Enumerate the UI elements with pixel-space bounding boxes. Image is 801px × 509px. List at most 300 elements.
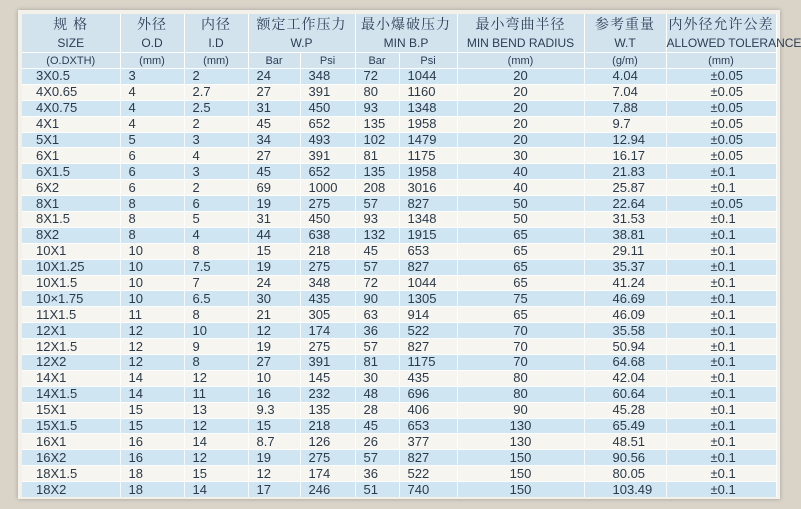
cell-id: 8 xyxy=(184,355,248,371)
cell-id: 3 xyxy=(184,164,248,180)
cell-od: 3 xyxy=(120,69,184,85)
header-size-en: SIZE xyxy=(22,34,120,53)
cell-bp-psi: 827 xyxy=(399,196,457,212)
cell-size: 16X2 xyxy=(22,450,120,466)
cell-weight: 16.17 xyxy=(584,148,666,164)
cell-wp-bar: 34 xyxy=(248,132,300,148)
table-row xyxy=(22,339,776,355)
cell-wp-bar: 12 xyxy=(248,323,300,339)
cell-id: 14 xyxy=(184,434,248,450)
cell-od: 6 xyxy=(120,148,184,164)
cell-bend-radius: 65 xyxy=(457,243,584,259)
cell-bp-psi: 827 xyxy=(399,259,457,275)
cell-size: 8X1.5 xyxy=(22,212,120,228)
cell-wp-bar: 31 xyxy=(248,100,300,116)
cell-bp-bar: 57 xyxy=(355,339,399,355)
cell-size: 10X1.25 xyxy=(22,259,120,275)
cell-wp-bar: 30 xyxy=(248,291,300,307)
cell-wp-psi: 1000 xyxy=(300,180,355,196)
header-od-en: O.D xyxy=(120,34,184,53)
header-wt-cn: 参考重量 xyxy=(584,14,666,34)
cell-id: 5 xyxy=(184,212,248,228)
cell-weight: 42.04 xyxy=(584,370,666,386)
cell-od: 4 xyxy=(120,116,184,132)
cell-id: 4 xyxy=(184,148,248,164)
table-row xyxy=(22,116,776,132)
cell-od: 10 xyxy=(120,259,184,275)
cell-bp-bar: 57 xyxy=(355,450,399,466)
cell-id: 2.7 xyxy=(184,84,248,100)
cell-tolerance: ±0.1 xyxy=(666,418,776,434)
cell-bp-psi: 914 xyxy=(399,307,457,323)
cell-od: 4 xyxy=(120,84,184,100)
table-body xyxy=(22,69,776,498)
cell-od: 8 xyxy=(120,227,184,243)
table-row xyxy=(22,212,776,228)
cell-wp-bar: 24 xyxy=(248,69,300,85)
cell-bend-radius: 80 xyxy=(457,370,584,386)
cell-wp-psi: 135 xyxy=(300,402,355,418)
cell-weight: 48.51 xyxy=(584,434,666,450)
cell-wp-bar: 10 xyxy=(248,370,300,386)
cell-size: 15X1 xyxy=(22,402,120,418)
cell-bp-psi: 1044 xyxy=(399,69,457,85)
cell-size: 4X0.75 xyxy=(22,100,120,116)
cell-weight: 7.04 xyxy=(584,84,666,100)
cell-bend-radius: 70 xyxy=(457,323,584,339)
cell-wp-bar: 19 xyxy=(248,339,300,355)
cell-weight: 12.94 xyxy=(584,132,666,148)
cell-bp-psi: 1044 xyxy=(399,275,457,291)
cell-bp-psi: 1305 xyxy=(399,291,457,307)
cell-id: 2 xyxy=(184,116,248,132)
cell-wp-bar: 9.3 xyxy=(248,402,300,418)
cell-bp-bar: 51 xyxy=(355,482,399,497)
cell-od: 4 xyxy=(120,100,184,116)
cell-size: 8X1 xyxy=(22,196,120,212)
cell-size: 10X1 xyxy=(22,243,120,259)
cell-id: 7 xyxy=(184,275,248,291)
cell-bend-radius: 40 xyxy=(457,180,584,196)
cell-tolerance: ±0.1 xyxy=(666,291,776,307)
header-id-en: I.D xyxy=(184,34,248,53)
cell-bp-psi: 1348 xyxy=(399,100,457,116)
hose-spec-table xyxy=(22,14,801,497)
cell-id: 10 xyxy=(184,323,248,339)
cell-bend-radius: 90 xyxy=(457,402,584,418)
header-id-cn: 内径 xyxy=(184,14,248,34)
cell-tolerance: ±0.05 xyxy=(666,148,776,164)
header-bend-en: MIN BEND RADIUS xyxy=(457,34,584,53)
table-row xyxy=(22,402,776,418)
cell-bp-bar: 57 xyxy=(355,259,399,275)
header-wt-unit: (g/m) xyxy=(584,53,666,69)
cell-id: 13 xyxy=(184,402,248,418)
cell-wp-bar: 24 xyxy=(248,275,300,291)
header-tol-unit: (mm) xyxy=(666,53,776,69)
cell-bp-psi: 1958 xyxy=(399,116,457,132)
cell-size: 12X1.5 xyxy=(22,339,120,355)
cell-wp-bar: 45 xyxy=(248,116,300,132)
cell-od: 12 xyxy=(120,355,184,371)
cell-bend-radius: 30 xyxy=(457,148,584,164)
cell-od: 15 xyxy=(120,418,184,434)
cell-weight: 31.53 xyxy=(584,212,666,228)
cell-bend-radius: 20 xyxy=(457,84,584,100)
cell-bp-bar: 81 xyxy=(355,148,399,164)
cell-bend-radius: 65 xyxy=(457,275,584,291)
cell-bend-radius: 80 xyxy=(457,386,584,402)
cell-od: 12 xyxy=(120,323,184,339)
cell-wp-bar: 44 xyxy=(248,227,300,243)
cell-size: 12X1 xyxy=(22,323,120,339)
cell-od: 15 xyxy=(120,402,184,418)
cell-id: 9 xyxy=(184,339,248,355)
spec-sheet xyxy=(18,10,801,499)
table-row xyxy=(22,227,776,243)
table-row xyxy=(22,164,776,180)
cell-od: 8 xyxy=(120,212,184,228)
cell-tolerance: ±0.1 xyxy=(666,450,776,466)
cell-tolerance: ±0.05 xyxy=(666,132,776,148)
cell-wp-bar: 15 xyxy=(248,418,300,434)
cell-wp-psi: 145 xyxy=(300,370,355,386)
cell-wp-bar: 8.7 xyxy=(248,434,300,450)
cell-bend-radius: 40 xyxy=(457,164,584,180)
cell-bend-radius: 65 xyxy=(457,259,584,275)
cell-od: 6 xyxy=(120,164,184,180)
cell-wp-psi: 275 xyxy=(300,196,355,212)
cell-wp-psi: 493 xyxy=(300,132,355,148)
cell-bend-radius: 75 xyxy=(457,291,584,307)
cell-wp-psi: 246 xyxy=(300,482,355,497)
table-row xyxy=(22,100,776,116)
cell-bp-psi: 1175 xyxy=(399,148,457,164)
cell-wp-psi: 638 xyxy=(300,227,355,243)
cell-id: 8 xyxy=(184,307,248,323)
cell-od: 11 xyxy=(120,307,184,323)
cell-bp-psi: 406 xyxy=(399,402,457,418)
cell-size: 10X1.5 xyxy=(22,275,120,291)
cell-bp-psi: 1915 xyxy=(399,227,457,243)
cell-wp-psi: 126 xyxy=(300,434,355,450)
cell-bend-radius: 150 xyxy=(457,466,584,482)
cell-size: 10×1.75 xyxy=(22,291,120,307)
cell-tolerance: ±0.1 xyxy=(666,370,776,386)
header-size-cn: 规 格 xyxy=(22,14,120,34)
table-row xyxy=(22,132,776,148)
cell-wp-psi: 435 xyxy=(300,291,355,307)
cell-wp-psi: 174 xyxy=(300,466,355,482)
cell-bp-bar: 28 xyxy=(355,402,399,418)
cell-id: 4 xyxy=(184,227,248,243)
cell-wp-bar: 16 xyxy=(248,386,300,402)
cell-od: 10 xyxy=(120,275,184,291)
cell-id: 14 xyxy=(184,482,248,497)
cell-bp-psi: 1958 xyxy=(399,164,457,180)
cell-wp-bar: 19 xyxy=(248,259,300,275)
cell-od: 8 xyxy=(120,196,184,212)
cell-bp-bar: 36 xyxy=(355,323,399,339)
cell-wp-psi: 174 xyxy=(300,323,355,339)
header-tol-en: ALLOWED TOLERANCE xyxy=(666,34,776,53)
cell-wp-bar: 69 xyxy=(248,180,300,196)
cell-wp-psi: 652 xyxy=(300,116,355,132)
cell-bp-bar: 57 xyxy=(355,196,399,212)
cell-bend-radius: 50 xyxy=(457,196,584,212)
cell-bp-bar: 63 xyxy=(355,307,399,323)
cell-size: 5X1 xyxy=(22,132,120,148)
header-wp-cn: 额定工作压力 xyxy=(248,14,355,34)
cell-od: 10 xyxy=(120,243,184,259)
table-row xyxy=(22,243,776,259)
cell-wp-psi: 391 xyxy=(300,84,355,100)
table-row xyxy=(22,180,776,196)
cell-weight: 41.24 xyxy=(584,275,666,291)
cell-bp-bar: 132 xyxy=(355,227,399,243)
cell-wp-bar: 27 xyxy=(248,355,300,371)
cell-bp-psi: 1175 xyxy=(399,355,457,371)
cell-wp-psi: 652 xyxy=(300,164,355,180)
cell-od: 18 xyxy=(120,482,184,497)
cell-bp-psi: 522 xyxy=(399,466,457,482)
cell-size: 4X1 xyxy=(22,116,120,132)
cell-wp-bar: 45 xyxy=(248,164,300,180)
header-wp-psi: Psi xyxy=(300,53,355,69)
cell-od: 14 xyxy=(120,370,184,386)
cell-wp-psi: 305 xyxy=(300,307,355,323)
cell-bp-bar: 48 xyxy=(355,386,399,402)
cell-tolerance: ±0.1 xyxy=(666,212,776,228)
table-row xyxy=(22,148,776,164)
cell-od: 10 xyxy=(120,291,184,307)
cell-size: 6X1.5 xyxy=(22,164,120,180)
cell-bend-radius: 65 xyxy=(457,307,584,323)
cell-id: 6 xyxy=(184,196,248,212)
cell-weight: 9.7 xyxy=(584,116,666,132)
cell-size: 18X2 xyxy=(22,482,120,497)
table-row xyxy=(22,69,776,85)
cell-wp-psi: 275 xyxy=(300,259,355,275)
cell-wp-bar: 19 xyxy=(248,196,300,212)
header-wp-en: W.P xyxy=(248,34,355,53)
cell-weight: 90.56 xyxy=(584,450,666,466)
cell-weight: 60.64 xyxy=(584,386,666,402)
cell-tolerance: ±0.05 xyxy=(666,100,776,116)
cell-bp-psi: 740 xyxy=(399,482,457,497)
cell-weight: 35.58 xyxy=(584,323,666,339)
table-row xyxy=(22,482,776,497)
cell-tolerance: ±0.1 xyxy=(666,386,776,402)
cell-bend-radius: 130 xyxy=(457,434,584,450)
cell-bend-radius: 20 xyxy=(457,116,584,132)
cell-wp-psi: 391 xyxy=(300,148,355,164)
cell-weight: 25.87 xyxy=(584,180,666,196)
table-row xyxy=(22,370,776,386)
cell-tolerance: ±0.1 xyxy=(666,259,776,275)
cell-id: 12 xyxy=(184,370,248,386)
cell-bp-psi: 522 xyxy=(399,323,457,339)
cell-wp-psi: 391 xyxy=(300,355,355,371)
cell-wp-bar: 27 xyxy=(248,84,300,100)
cell-bp-bar: 72 xyxy=(355,69,399,85)
cell-wp-psi: 275 xyxy=(300,450,355,466)
cell-size: 14X1.5 xyxy=(22,386,120,402)
cell-weight: 103.49 xyxy=(584,482,666,497)
cell-bp-bar: 208 xyxy=(355,180,399,196)
cell-tolerance: ±0.1 xyxy=(666,275,776,291)
cell-tolerance: ±0.1 xyxy=(666,482,776,497)
cell-weight: 29.11 xyxy=(584,243,666,259)
cell-bp-bar: 135 xyxy=(355,164,399,180)
cell-bp-bar: 30 xyxy=(355,370,399,386)
cell-bend-radius: 65 xyxy=(457,227,584,243)
cell-wp-psi: 348 xyxy=(300,69,355,85)
cell-id: 3 xyxy=(184,132,248,148)
cell-tolerance: ±0.1 xyxy=(666,355,776,371)
cell-tolerance: ±0.1 xyxy=(666,339,776,355)
cell-bend-radius: 20 xyxy=(457,132,584,148)
cell-tolerance: ±0.1 xyxy=(666,164,776,180)
cell-wp-bar: 31 xyxy=(248,212,300,228)
header-wp-bar: Bar xyxy=(248,53,300,69)
cell-bp-bar: 72 xyxy=(355,275,399,291)
cell-weight: 38.81 xyxy=(584,227,666,243)
cell-od: 12 xyxy=(120,339,184,355)
cell-tolerance: ±0.1 xyxy=(666,243,776,259)
cell-bp-bar: 93 xyxy=(355,212,399,228)
cell-size: 18X1.5 xyxy=(22,466,120,482)
table-row xyxy=(22,291,776,307)
cell-bp-psi: 1160 xyxy=(399,84,457,100)
cell-wp-bar: 12 xyxy=(248,466,300,482)
cell-size: 3X0.5 xyxy=(22,69,120,85)
header-od-cn: 外径 xyxy=(120,14,184,34)
cell-wp-bar: 19 xyxy=(248,450,300,466)
cell-wp-psi: 450 xyxy=(300,212,355,228)
cell-bp-psi: 3016 xyxy=(399,180,457,196)
table-row xyxy=(22,307,776,323)
cell-od: 18 xyxy=(120,466,184,482)
cell-bp-bar: 90 xyxy=(355,291,399,307)
cell-bp-psi: 1348 xyxy=(399,212,457,228)
cell-bp-psi: 827 xyxy=(399,450,457,466)
cell-wp-bar: 27 xyxy=(248,148,300,164)
cell-bp-psi: 653 xyxy=(399,418,457,434)
cell-id: 2 xyxy=(184,69,248,85)
table-row xyxy=(22,450,776,466)
cell-bp-bar: 102 xyxy=(355,132,399,148)
cell-bp-bar: 135 xyxy=(355,116,399,132)
header-bp-cn: 最小爆破压力 xyxy=(355,14,457,34)
cell-size: 12X2 xyxy=(22,355,120,371)
cell-wp-bar: 17 xyxy=(248,482,300,497)
cell-weight: 46.69 xyxy=(584,291,666,307)
table-row xyxy=(22,386,776,402)
cell-tolerance: ±0.05 xyxy=(666,84,776,100)
table-row xyxy=(22,418,776,434)
cell-tolerance: ±0.1 xyxy=(666,180,776,196)
cell-bend-radius: 130 xyxy=(457,418,584,434)
cell-tolerance: ±0.1 xyxy=(666,402,776,418)
cell-wp-psi: 348 xyxy=(300,275,355,291)
cell-weight: 64.68 xyxy=(584,355,666,371)
cell-bend-radius: 20 xyxy=(457,69,584,85)
cell-wp-psi: 232 xyxy=(300,386,355,402)
cell-tolerance: ±0.1 xyxy=(666,323,776,339)
cell-id: 7.5 xyxy=(184,259,248,275)
header-bend-unit: (mm) xyxy=(457,53,584,69)
cell-weight: 65.49 xyxy=(584,418,666,434)
cell-id: 15 xyxy=(184,466,248,482)
cell-bp-psi: 827 xyxy=(399,339,457,355)
header-bend-cn: 最小弯曲半径 xyxy=(457,14,584,34)
cell-id: 2.5 xyxy=(184,100,248,116)
cell-wp-psi: 218 xyxy=(300,243,355,259)
cell-weight: 21.83 xyxy=(584,164,666,180)
cell-wp-psi: 275 xyxy=(300,339,355,355)
header-bp-psi: Psi xyxy=(399,53,457,69)
cell-size: 15X1.5 xyxy=(22,418,120,434)
cell-weight: 35.37 xyxy=(584,259,666,275)
cell-id: 11 xyxy=(184,386,248,402)
cell-size: 6X1 xyxy=(22,148,120,164)
cell-bp-psi: 1479 xyxy=(399,132,457,148)
table-row xyxy=(22,196,776,212)
cell-tolerance: ±0.1 xyxy=(666,307,776,323)
cell-bp-psi: 377 xyxy=(399,434,457,450)
cell-tolerance: ±0.1 xyxy=(666,227,776,243)
table-row xyxy=(22,434,776,450)
cell-tolerance: ±0.1 xyxy=(666,466,776,482)
cell-bp-bar: 45 xyxy=(355,243,399,259)
header-size-unit: (O.DXTH) xyxy=(22,53,120,69)
cell-weight: 80.05 xyxy=(584,466,666,482)
cell-id: 2 xyxy=(184,180,248,196)
table-row xyxy=(22,323,776,339)
cell-size: 8X2 xyxy=(22,227,120,243)
cell-wp-bar: 21 xyxy=(248,307,300,323)
header-bp-en: MIN B.P xyxy=(355,34,457,53)
cell-wp-psi: 218 xyxy=(300,418,355,434)
cell-bp-bar: 45 xyxy=(355,418,399,434)
table-row xyxy=(22,259,776,275)
cell-bp-bar: 80 xyxy=(355,84,399,100)
cell-od: 6 xyxy=(120,180,184,196)
cell-weight: 4.04 xyxy=(584,69,666,85)
cell-bp-psi: 653 xyxy=(399,243,457,259)
cell-weight: 7.88 xyxy=(584,100,666,116)
cell-tolerance: ±0.1 xyxy=(666,434,776,450)
cell-wp-psi: 450 xyxy=(300,100,355,116)
table-row xyxy=(22,84,776,100)
cell-od: 14 xyxy=(120,386,184,402)
cell-bend-radius: 150 xyxy=(457,450,584,466)
cell-bend-radius: 20 xyxy=(457,100,584,116)
cell-weight: 45.28 xyxy=(584,402,666,418)
cell-od: 5 xyxy=(120,132,184,148)
cell-weight: 46.09 xyxy=(584,307,666,323)
cell-id: 12 xyxy=(184,450,248,466)
cell-od: 16 xyxy=(120,450,184,466)
cell-tolerance: ±0.05 xyxy=(666,69,776,85)
cell-bend-radius: 150 xyxy=(457,482,584,497)
cell-weight: 22.64 xyxy=(584,196,666,212)
header-id-unit: (mm) xyxy=(184,53,248,69)
cell-bend-radius: 70 xyxy=(457,339,584,355)
cell-bend-radius: 70 xyxy=(457,355,584,371)
cell-size: 16X1 xyxy=(22,434,120,450)
